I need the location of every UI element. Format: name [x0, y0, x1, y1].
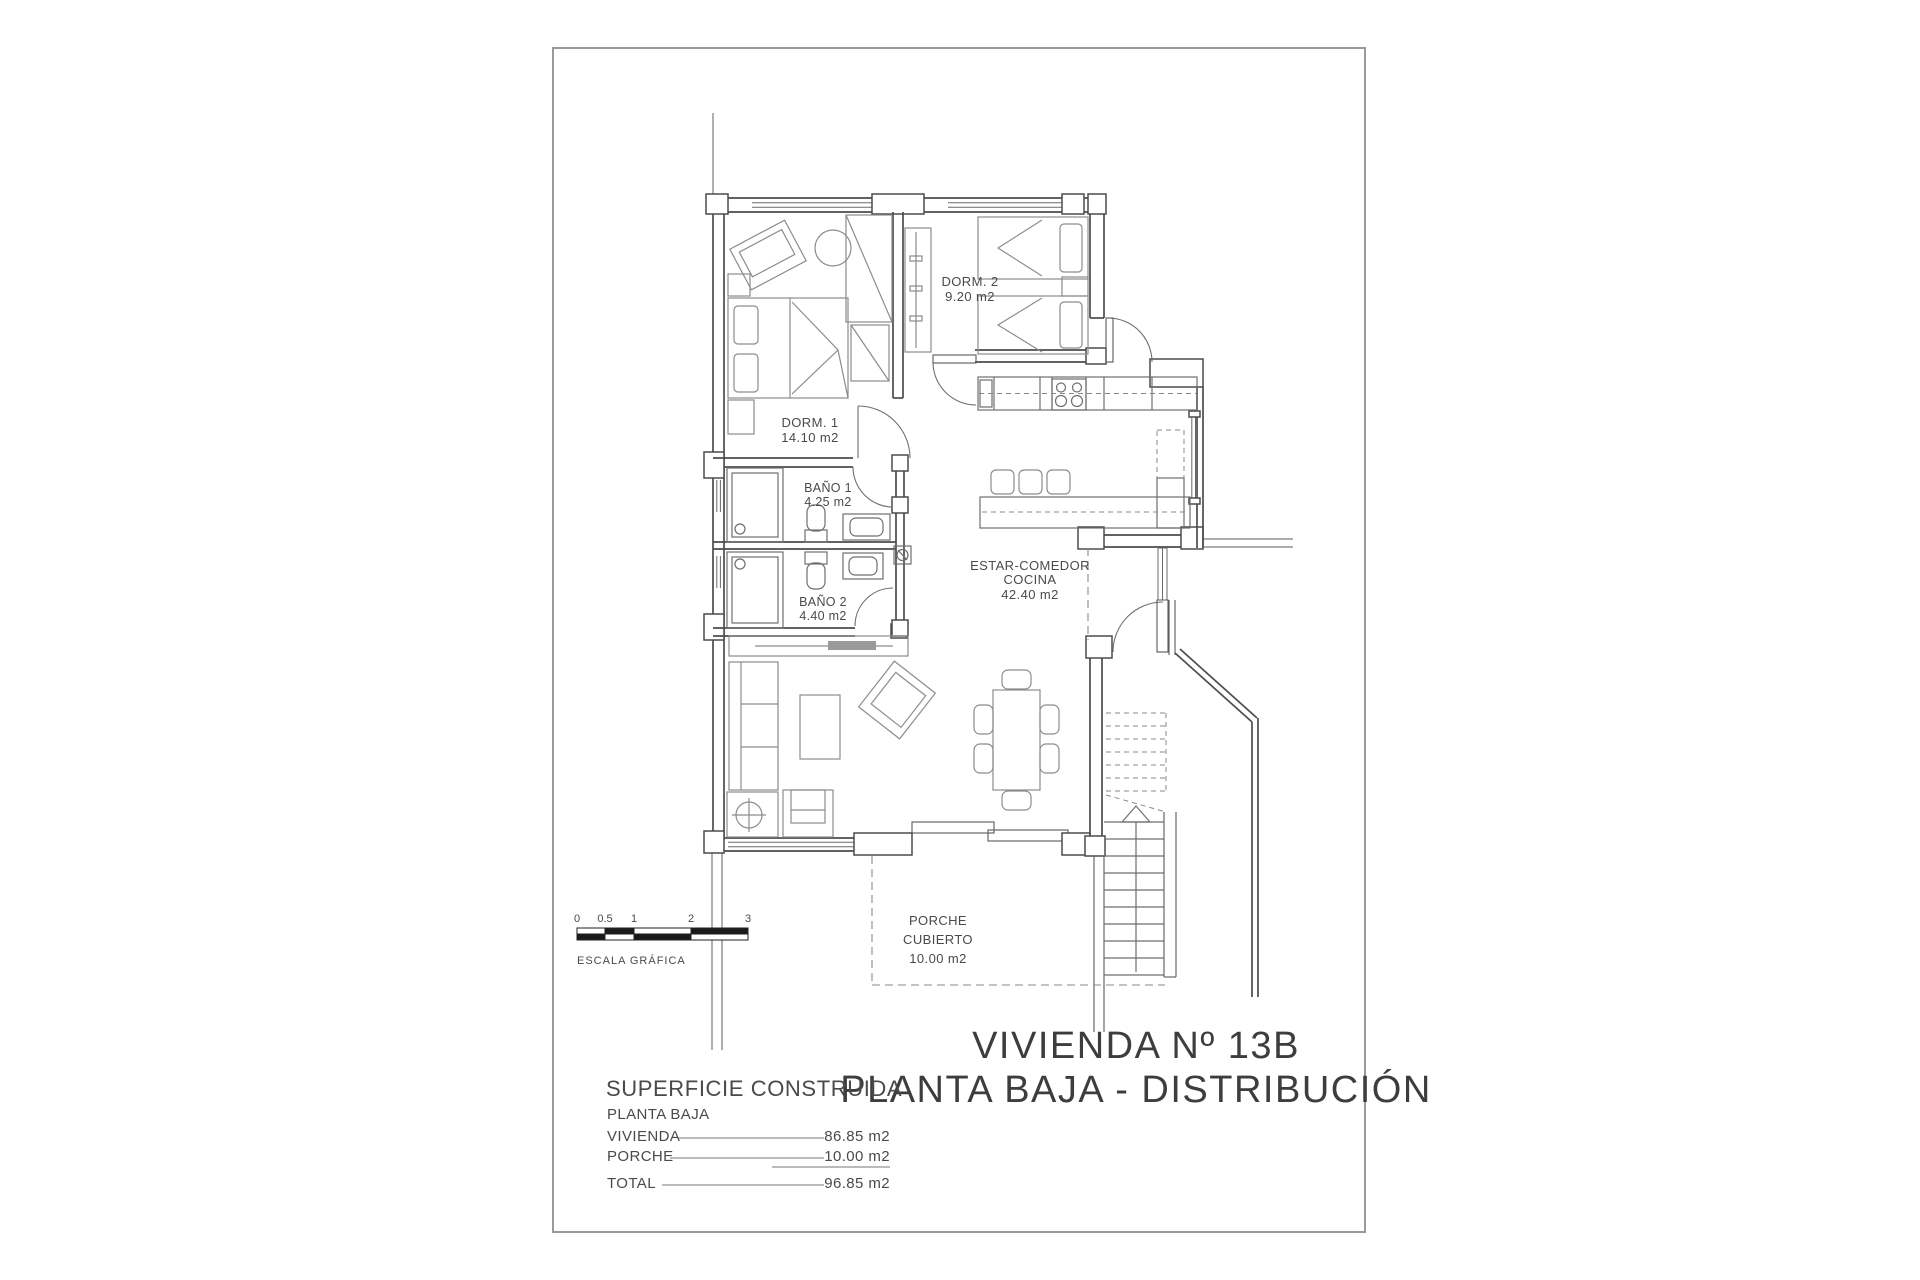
sink	[843, 514, 890, 540]
porche-label-2: CUBIERTO	[903, 932, 973, 947]
summary-subheading: PLANTA BAJA	[607, 1106, 710, 1123]
summary-row-label: PORCHE	[607, 1148, 674, 1165]
breakfast-bar	[980, 470, 1190, 528]
title-block	[840, 1025, 1432, 1111]
scale-tick-05: 0.5	[597, 913, 613, 925]
dining-chair	[974, 744, 993, 773]
tv-unit	[729, 636, 908, 656]
toilet	[805, 505, 827, 542]
kitchen-hob	[1052, 379, 1086, 410]
stair-up-arrow	[1122, 806, 1150, 822]
nightstand	[728, 274, 750, 296]
bano1-label: BAÑO 1	[804, 481, 852, 495]
porche-label-1: PORCHE	[908, 913, 968, 928]
scale-caption: ESCALA GRÁFICA	[577, 955, 686, 967]
living-furniture	[727, 636, 1059, 837]
bar-stool	[1047, 470, 1070, 494]
estar-label-1: ESTAR-COMEDOR	[970, 558, 1090, 573]
single-bed	[978, 296, 1088, 354]
dining-chair	[1040, 744, 1059, 773]
interior-walls	[713, 212, 1203, 1032]
bar-stool	[1019, 470, 1042, 494]
summary-heading: SUPERFICIE CONSTRUIDA	[606, 1076, 903, 1101]
sofa	[729, 662, 778, 790]
double-bed	[728, 298, 848, 398]
dining-chair	[1002, 670, 1031, 689]
scale-bar	[577, 928, 748, 940]
stair-upper-flight	[1106, 713, 1166, 812]
dining-chair	[974, 705, 993, 734]
summary-row-value: 10.00 m2	[824, 1148, 890, 1165]
dorm1-furniture	[728, 215, 931, 434]
summary-total-label: TOTAL	[607, 1175, 656, 1192]
sink	[843, 553, 883, 579]
dining-chair	[1040, 705, 1059, 734]
armchair	[859, 661, 936, 739]
graphic-scale	[574, 913, 751, 967]
dining-chair	[1002, 791, 1031, 810]
kitchen-annex	[1150, 359, 1293, 548]
dorm2-area: 9.20 m2	[945, 289, 995, 304]
bano2-area: 4.40 m2	[799, 609, 847, 623]
floor-lamp	[727, 792, 778, 837]
toilet	[805, 552, 827, 589]
bar-stool	[991, 470, 1014, 494]
summary-total-value: 96.85 m2	[824, 1175, 890, 1192]
nightstand	[728, 400, 754, 434]
area-summary	[606, 1076, 902, 1192]
estar-label-2: COCINA	[1003, 572, 1057, 587]
tv	[828, 641, 876, 650]
dorm1-desk	[730, 220, 806, 290]
scale-tick-0: 0	[573, 913, 581, 925]
coffee-table	[800, 695, 840, 759]
nightstand	[1062, 277, 1088, 296]
bano1-area: 4.25 m2	[804, 495, 852, 509]
scale-tick-2: 2	[687, 913, 695, 925]
hall-closet	[905, 228, 931, 352]
stair-lower-flight	[1104, 822, 1164, 975]
scale-tick-1: 1	[630, 913, 638, 925]
dorm1-area: 14.10 m2	[781, 430, 839, 445]
dorm1-label: DORM. 1	[781, 415, 839, 430]
stairs	[1104, 649, 1258, 997]
armchair	[783, 790, 833, 837]
summary-row-value: 86.85 m2	[824, 1128, 890, 1145]
bano2-label: BAÑO 2	[799, 595, 847, 609]
dining-table	[993, 690, 1040, 790]
dining-set	[974, 670, 1059, 810]
estar-area: 42.40 m2	[1001, 587, 1059, 602]
summary-row-label: VIVIENDA	[607, 1128, 681, 1145]
scale-tick-3: 3	[744, 913, 752, 925]
porche-area: 10.00 m2	[909, 951, 967, 966]
plan-title-line2: PLANTA BAJA - DISTRIBUCIÓN	[840, 1069, 1432, 1111]
plan-title-line1: VIVIENDA Nº 13B	[972, 1025, 1300, 1067]
dorm2-label: DORM. 2	[941, 274, 999, 289]
